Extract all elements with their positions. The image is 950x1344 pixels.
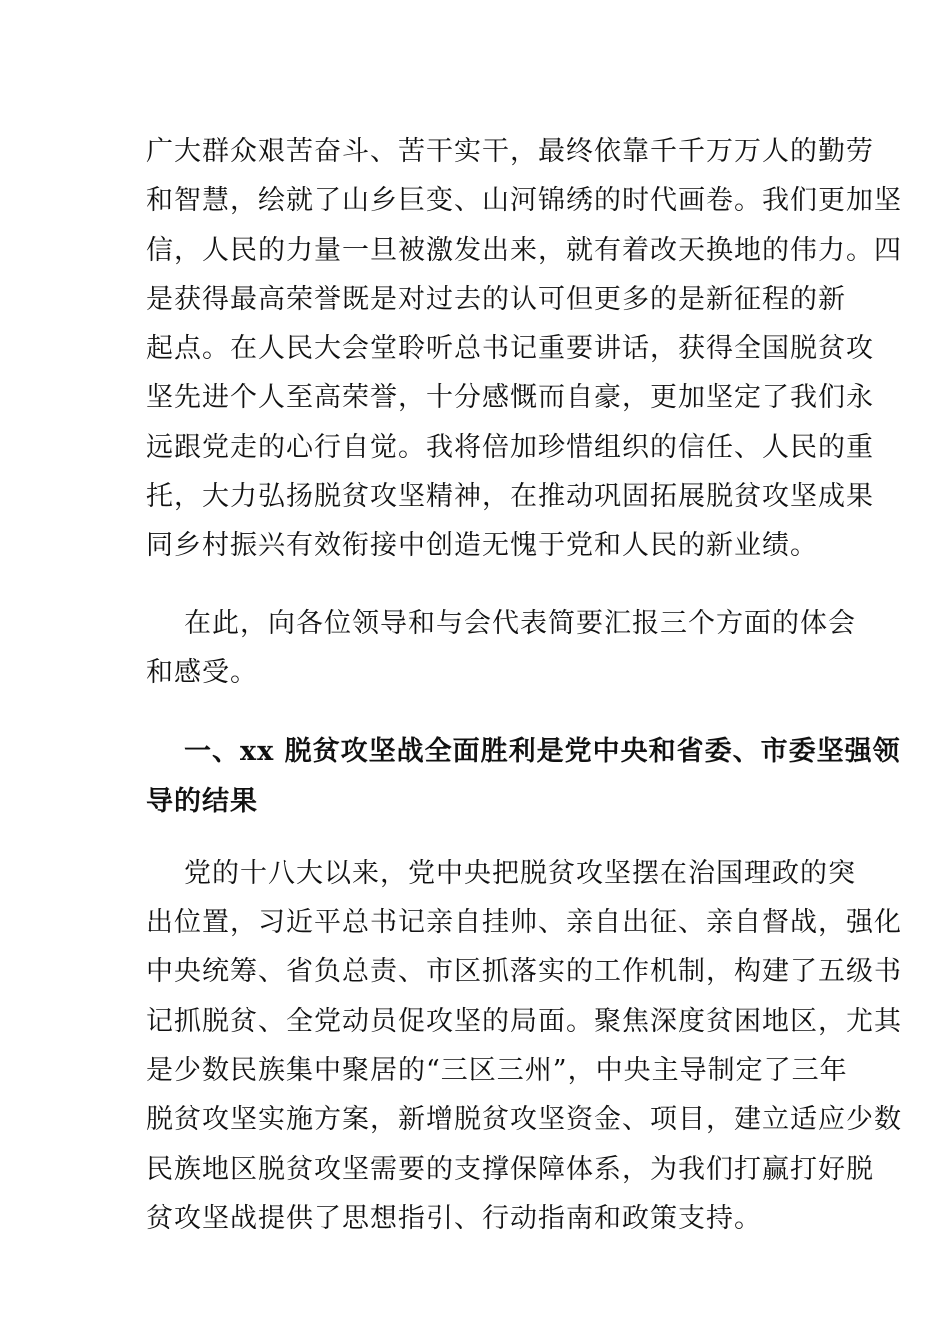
text-line: 同乡村振兴有效衔接中创造无愧于党和人民的新业绩。 [146, 530, 818, 562]
text-line: 是获得最高荣誉既是对过去的认可但更多的是新征程的新 [146, 283, 846, 315]
text-line: 起点。在人民大会堂聆听总书记重要讲话，获得全国脱贫攻 [146, 333, 874, 365]
text-line: 党的十八大以来，党中央把脱贫攻坚摆在治国理政的突 [184, 857, 856, 889]
paragraph-continued [146, 127, 902, 571]
paragraph-spacer [146, 826, 806, 849]
text-line: 和智慧，绘就了山乡巨变、山河锦绣的时代画卷。我们更加坚 [146, 185, 902, 217]
text-line: 是少数民族集中聚居的“三区三州”，中央主导制定了三年 [146, 1055, 848, 1087]
text-line: 远跟党走的心行自觉。我将倍加珍惜组织的信任、人民的重 [146, 431, 874, 463]
text-line: 中央统筹、省负总责、市区抓落实的工作机制，构建了五级书 [146, 956, 902, 988]
paragraph-section-body [146, 849, 902, 1243]
text-line: 民族地区脱贫攻坚需要的支撑保障体系，为我们打赢打好脱 [146, 1153, 874, 1185]
text-line: 信，人民的力量一旦被激发出来，就有着改天换地的伟力。四 [146, 234, 902, 266]
document-body [146, 127, 902, 1243]
section-heading [146, 727, 901, 826]
text-line: 出位置，习近平总书记亲自挂帅、亲自出征、亲自督战，强化 [146, 907, 902, 939]
text-line: 托，大力弘扬脱贫攻坚精神，在推动巩固拓展脱贫攻坚成果 [146, 481, 874, 513]
paragraph-spacer [146, 571, 806, 599]
text-line: 广大群众艰苦奋斗、苦干实干，最终依靠千千万万人的勤劳 [146, 136, 874, 167]
text-line: 脱贫攻坚实施方案，新增脱贫攻坚资金、项目，建立适应少数 [146, 1104, 902, 1136]
text-line: 贫攻坚战提供了思想指引、行动指南和政策支持。 [146, 1202, 762, 1234]
text-line: 坚先进个人至高荣誉，十分感慨而自豪，更加坚定了我们永 [146, 382, 874, 414]
text-line: 记抓脱贫、全党动员促攻坚的局面。聚焦深度贫困地区，尤其 [146, 1005, 902, 1037]
heading-line: 导的结果 [146, 785, 258, 817]
heading-line: 一、xx 脱贫攻坚战全面胜利是党中央和省委、市委坚强领 [184, 736, 901, 768]
text-line: 在此，向各位领导和与会代表简要汇报三个方面的体会 [184, 607, 856, 639]
paragraph-report-intro [146, 599, 856, 698]
text-line: 和感受。 [146, 656, 258, 688]
paragraph-spacer [146, 697, 806, 727]
